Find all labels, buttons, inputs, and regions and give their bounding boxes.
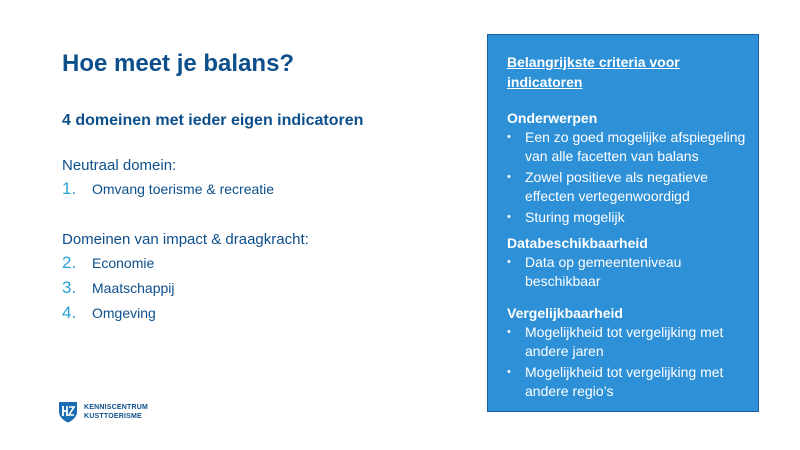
impact-domain-list [62,253,175,328]
neutral-domain-list [62,179,274,204]
list-item-text: Sturing mogelijk [525,209,625,225]
criteria-section-databeschikbaarheid [507,233,752,293]
criteria-box [487,34,759,412]
list-item [62,278,175,303]
criteria-list [507,253,752,291]
list-item [507,253,752,291]
bullet-icon: • [507,211,511,223]
logo-text [84,403,148,421]
criteria-list [507,128,752,227]
list-item [507,208,752,227]
list-item-text: Omvang toerisme & recreatie [92,181,275,197]
bullet-icon: • [507,171,511,183]
criteria-section-title: Vergelijkbaarheid [507,305,623,321]
bullet-icon: • [507,256,511,268]
list-item-text: Mogelijkheid tot vergelijking met andere jaren [525,324,724,359]
impact-domain-label: Domeinen van impact & draagkracht: [62,231,309,248]
list-item-text: Een zo goed mogelijke afspiegeling van alle facetten van balans [525,129,746,164]
list-item-text: Omgeving [92,305,156,321]
neutral-domain-label: Neutraal domein: [62,157,177,174]
list-item [507,168,752,206]
list-item-number: 4. [62,303,77,322]
criteria-heading: Belangrijkste criteria voor indicatoren [507,54,680,90]
list-item-text: Economie [92,255,155,271]
criteria-section-title: Databeschikbaarheid [507,235,648,251]
list-item-text: Maatschappij [92,280,175,296]
list-item-number: 3. [62,278,77,297]
criteria-section-vergelijkbaarheid [507,303,752,403]
bullet-icon: • [507,366,511,378]
list-item [62,253,175,278]
list-item [507,128,752,166]
logo-line-1: KENNISCENTRUM [84,404,149,411]
logo-line-2: KUSTTOERISME [84,413,142,420]
list-item-number: 2. [62,253,77,272]
hz-shield-icon [58,401,78,423]
logo [58,401,148,423]
criteria-list [507,323,752,401]
list-item [62,303,175,328]
criteria-section-onderwerpen [507,108,752,229]
criteria-section-title: Onderwerpen [507,110,598,126]
slide-title: Hoe meet je balans? [62,50,295,77]
bullet-icon: • [507,131,511,143]
list-item-text: Zowel positieve als negatieve effecten vertegenwoordigd [525,169,708,204]
list-item-text: Mogelijkheid tot vergelijking met andere regio’s [525,364,724,399]
slide-subtitle: 4 domeinen met ieder eigen indicatoren [62,112,364,129]
list-item [507,363,752,401]
list-item [507,323,752,361]
list-item-number: 1. [62,179,77,198]
list-item-text: Data op gemeenteniveau beschikbaar [525,254,682,289]
bullet-icon: • [507,326,511,338]
list-item [62,179,274,204]
